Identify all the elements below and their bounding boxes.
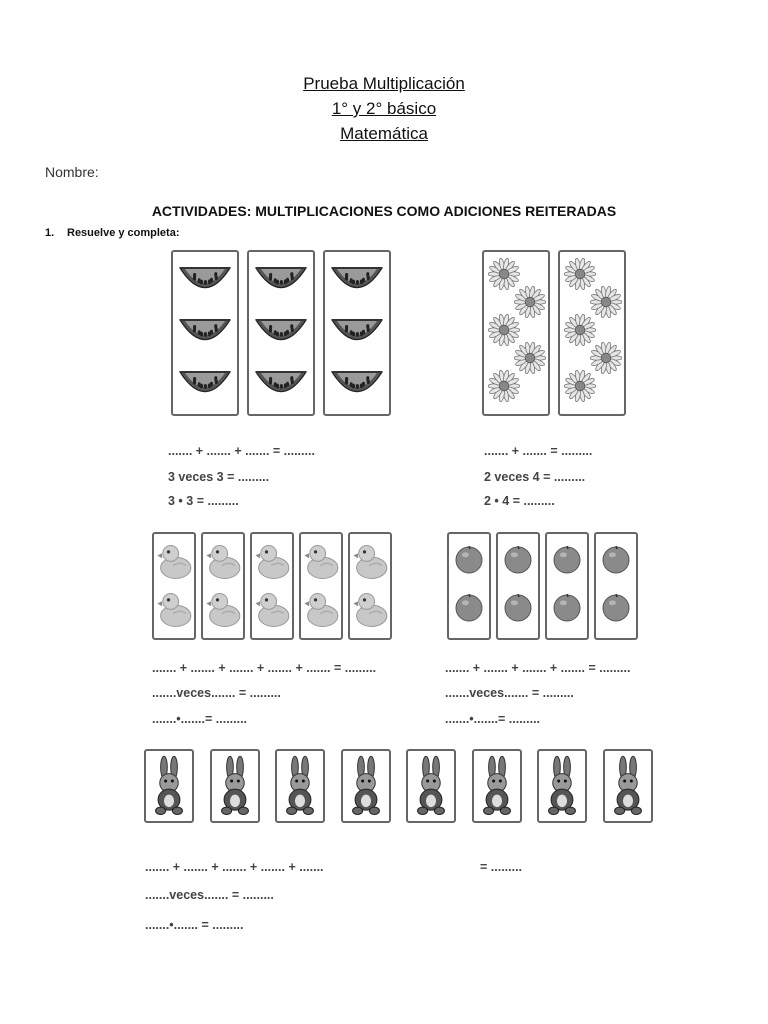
orange-group-card (594, 532, 638, 640)
oranges-product-line: .......•.......= ......... (445, 712, 541, 726)
rubber-duck-icon (304, 542, 340, 580)
watermelon-slice-icon (254, 316, 308, 348)
watermelon-sum-line: ....... + ....... + ....... = ......... (168, 444, 315, 458)
question-number: 1. (45, 227, 55, 239)
rabbit-group-card (144, 749, 194, 823)
daisy-flower-icon (564, 370, 596, 402)
rabbit-group-card (341, 749, 391, 823)
orange-group-card (447, 532, 491, 640)
rabbits-veces-line: .......veces....... = ......... (145, 888, 274, 902)
orange-fruit-icon (601, 592, 631, 622)
watermelon-slice-icon (330, 264, 384, 296)
rubber-duck-icon (206, 542, 242, 580)
orange-fruit-icon (601, 544, 631, 574)
watermelon-product-line: 3 • 3 = ......... (168, 494, 239, 508)
rabbit-group-card (603, 749, 653, 823)
rabbit-group-card (472, 749, 522, 823)
orange-group-card (496, 532, 540, 640)
grade-subtitle: 1° y 2° básico (331, 99, 437, 118)
orange-fruit-icon (503, 544, 533, 574)
orange-group-card (545, 532, 589, 640)
rubber-duck-icon (206, 590, 242, 628)
daisy-flower-icon (488, 370, 520, 402)
watermelon-slice-icon (178, 264, 232, 296)
watermelon-group-card (323, 250, 391, 416)
watermelon-slice-icon (254, 368, 308, 400)
subject-subtitle: Matemática (340, 124, 428, 143)
name-label: Nombre: (45, 164, 99, 180)
rabbit-group-card (210, 749, 260, 823)
bunny-icon (410, 755, 452, 817)
watermelon-group-card (247, 250, 315, 416)
rabbits-product-line: .......•....... = ......... (145, 918, 244, 932)
ducks-sum-line: ....... + ....... + ....... + ....... + ....... = ......... (152, 661, 377, 675)
flowers-veces-line: 2 veces 4 = ......... (484, 470, 586, 484)
watermelon-veces-line: 3 veces 3 = ......... (168, 470, 270, 484)
watermelon-group-card (171, 250, 239, 416)
orange-fruit-icon (454, 544, 484, 574)
rubber-duck-icon (255, 542, 291, 580)
duck-group-card (299, 532, 343, 640)
bunny-icon (279, 755, 321, 817)
test-title: Prueba Multiplicación (303, 74, 465, 93)
watermelon-slice-icon (330, 368, 384, 400)
bunny-icon (148, 755, 190, 817)
bunny-icon (214, 755, 256, 817)
rubber-duck-icon (157, 590, 193, 628)
oranges-veces-line: .......veces....... = ......... (445, 686, 574, 700)
rabbits-sum-result: = ......... (480, 860, 523, 874)
flower-group-card (558, 250, 626, 416)
watermelon-slice-icon (178, 368, 232, 400)
bunny-icon (345, 755, 387, 817)
bunny-icon (476, 755, 518, 817)
rabbit-group-card (406, 749, 456, 823)
rabbit-group-card (275, 749, 325, 823)
ducks-product-line: .......•.......= ......... (152, 712, 248, 726)
duck-group-card (152, 532, 196, 640)
rabbits-sum-line: ....... + ....... + ....... + ....... + ....... (145, 860, 324, 874)
duck-group-card (348, 532, 392, 640)
rubber-duck-icon (353, 590, 389, 628)
rabbit-group-card (537, 749, 587, 823)
orange-fruit-icon (503, 592, 533, 622)
section-heading: ACTIVIDADES: MULTIPLICACIONES COMO ADICIONES REITERADAS (151, 203, 617, 219)
rubber-duck-icon (157, 542, 193, 580)
orange-fruit-icon (552, 544, 582, 574)
flowers-sum-line: ....... + ....... = ......... (484, 444, 593, 458)
orange-fruit-icon (552, 592, 582, 622)
watermelon-slice-icon (330, 316, 384, 348)
watermelon-slice-icon (254, 264, 308, 296)
flower-group-card (482, 250, 550, 416)
question-1 (45, 227, 180, 239)
rubber-duck-icon (255, 590, 291, 628)
ducks-veces-line: .......veces....... = ......... (152, 686, 281, 700)
bunny-icon (541, 755, 583, 817)
duck-group-card (250, 532, 294, 640)
duck-group-card (201, 532, 245, 640)
rubber-duck-icon (304, 590, 340, 628)
orange-fruit-icon (454, 592, 484, 622)
bunny-icon (607, 755, 649, 817)
watermelon-slice-icon (178, 316, 232, 348)
oranges-sum-line: ....... + ....... + ....... + ....... = ......... (445, 661, 631, 675)
question-text: Resuelve y completa: (67, 227, 180, 239)
rubber-duck-icon (353, 542, 389, 580)
flowers-product-line: 2 • 4 = ......... (484, 494, 555, 508)
